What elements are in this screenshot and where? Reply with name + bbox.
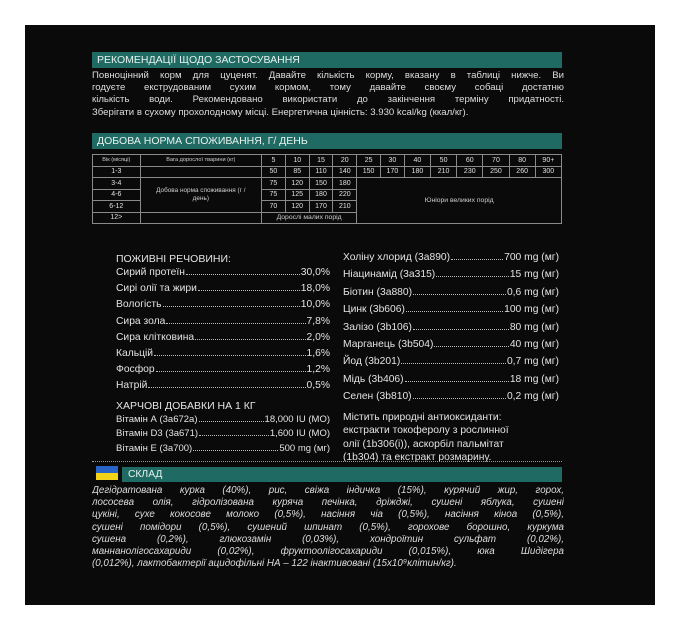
table-row	[93, 166, 562, 178]
age-cell: 3-4	[93, 178, 141, 190]
mineral-name: Біотин (3а880)	[343, 286, 413, 298]
nutrient-row	[116, 299, 330, 315]
value-cell: 140	[333, 166, 357, 178]
usage-line: годуєте екструдованим сухим кормом, тому давайте своєму собаці достатню	[92, 82, 564, 94]
additive-row	[116, 443, 330, 458]
mineral-value: 80 mg (мг)	[509, 321, 559, 333]
nutrient-row	[116, 283, 330, 299]
value-cell: 220	[333, 189, 357, 201]
value-cell: 150	[357, 166, 381, 178]
mineral-name: Цинк (3b606)	[343, 304, 405, 316]
value-cell: 210	[430, 166, 456, 178]
mineral-row	[343, 322, 559, 339]
nutrient-name: Кальцій	[116, 347, 154, 359]
age-cell: 6-12	[93, 201, 141, 213]
value-cell: 180	[404, 166, 430, 178]
nutrient-value: 1,2%	[306, 364, 330, 376]
composition-line: (0,012%), лактобактерії ацидофільні НА – 122 інактивовані (15x10⁹клітин/кг).	[92, 558, 457, 570]
nutrient-name: Вологість	[116, 299, 162, 311]
value-cell: 120	[285, 178, 309, 190]
value-cell: 180	[309, 189, 333, 201]
additive-value: 18,000 IU (МО)	[264, 413, 330, 425]
value-cell: 150	[309, 178, 333, 190]
value-cell: 85	[285, 166, 309, 178]
composition-line: маннанолігосахариди (0,02%), фруктоолігосахариди (0,015%), юка Шидігера	[92, 546, 564, 558]
antioxidants-line: екстракти токоферолу з рослинної	[343, 425, 509, 437]
nutrient-name: Натрій	[116, 380, 148, 392]
age-cell: 12>	[93, 212, 141, 224]
usage-line: кількість води. Рекомендовано використати до закінчення терміну придатності.	[92, 94, 564, 106]
nutrient-row	[116, 316, 330, 332]
mineral-name: Холіну хлорид (3а890)	[343, 252, 451, 263]
mineral-value: 18 mg (мг)	[509, 373, 559, 385]
age-cell: 1-3	[93, 166, 141, 178]
weight-cell: 50	[430, 155, 456, 167]
feeding-table	[92, 154, 562, 224]
norm-label-cell: Добова норма споживання (г / день)	[140, 178, 261, 213]
mineral-name: Селен (3b810)	[343, 391, 412, 403]
weight-cell: 20	[333, 155, 357, 167]
nutrients-heading: ПОЖИВНІ РЕЧОВИНИ:	[116, 253, 231, 265]
value-cell: 75	[262, 178, 286, 190]
weight-cell: 30	[381, 155, 405, 167]
juniors-note-cell: Юніори великих порід	[357, 178, 562, 224]
composition-text	[92, 485, 564, 570]
mineral-value: 40 mg (мг)	[509, 338, 559, 350]
additive-name: Вітамін А (3а672а)	[116, 413, 198, 425]
weight-cell: 10	[285, 155, 309, 167]
mineral-row	[343, 304, 559, 321]
value-cell: 250	[483, 166, 509, 178]
table-header-row	[93, 155, 562, 167]
antioxidants-line: олії (1b306(i)), аскорбіл пальмітат	[343, 438, 504, 450]
value-cell: 230	[457, 166, 483, 178]
nutrient-row	[116, 348, 330, 364]
weight-cell: 15	[309, 155, 333, 167]
value-cell: 180	[333, 178, 357, 190]
weight-cell: 70	[483, 155, 509, 167]
minerals-block	[343, 252, 559, 465]
mineral-value: 700 mg (мг)	[504, 252, 559, 263]
value-cell: 170	[309, 201, 333, 213]
nutrient-value: 7,8%	[306, 315, 330, 327]
value-cell: 170	[381, 166, 405, 178]
value-cell: 125	[285, 189, 309, 201]
additives-heading: ХАРЧОВІ ДОБАВКИ НА 1 КГ	[116, 399, 256, 412]
value-cell: 120	[285, 201, 309, 213]
table-row	[93, 178, 562, 190]
flag-blue-stripe	[96, 466, 118, 473]
nutrient-row	[116, 380, 330, 396]
ukraine-flag-icon	[96, 466, 118, 480]
usage-line: Повноцінний корм для цуценят. Давайте кількість корму, вказану в таблиці нижче. Ви	[92, 70, 564, 81]
additive-value: 1,600 IU (МО)	[269, 428, 330, 439]
value-cell: 300	[535, 166, 561, 178]
additive-value: 500 mg (мг)	[279, 442, 330, 454]
weight-cell: 25	[357, 155, 381, 167]
nutrient-value: 18,0%	[300, 283, 330, 295]
mineral-value: 100 mg (мг)	[504, 304, 559, 316]
mineral-row	[343, 356, 559, 373]
mineral-name: Йод (3b201)	[343, 356, 401, 368]
mineral-row	[343, 287, 559, 304]
composition-line: лососева олія, гідролізована куряча печінка, дріжджі, сушені яблука, сушені	[92, 497, 564, 509]
value-cell: 260	[509, 166, 535, 178]
nutrient-value: 1,6%	[306, 347, 330, 359]
nutrient-name: Сирий протеїн	[116, 267, 185, 278]
composition-title: СКЛАД	[128, 469, 163, 480]
usage-line: Зберігати в сухому прохолодному місці. Енергетична цінність: 3.930 kcal/kg (ккал/кг).	[92, 106, 469, 118]
usage-title-bar	[92, 52, 562, 68]
empty-cell	[140, 166, 261, 178]
nutrient-row	[116, 332, 330, 348]
mineral-name: Мідь (3b406)	[343, 373, 404, 385]
mineral-name: Ніацинамід (3а315)	[343, 269, 436, 281]
usage-text	[92, 70, 564, 119]
composition-line: сушені помідори (0,5%), сушений шпинат (0,5%), горохове борошно, куркума	[92, 521, 564, 533]
empty-cell	[140, 212, 261, 224]
antioxidants-line: (1b304) та екстракт розмарину.	[343, 452, 492, 464]
mineral-value: 0,7 mg (мг)	[506, 356, 559, 368]
nutrient-row	[116, 267, 330, 283]
weight-cell: 5	[262, 155, 286, 167]
additive-row	[116, 428, 330, 443]
mineral-row	[343, 391, 559, 408]
weight-cell: 90+	[535, 155, 561, 167]
value-cell: 50	[262, 166, 286, 178]
mineral-row	[343, 252, 559, 269]
section-divider	[92, 461, 562, 462]
composition-line: Дегідратована курка (40%), рис, свіжа індичка (15%), курячий жир, горох,	[92, 485, 564, 496]
daily-norm-title: ДОБОВА НОРМА СПОЖИВАННЯ, Г/ ДЕНЬ	[97, 135, 308, 147]
mineral-value: 15 mg (мг)	[509, 269, 559, 281]
additive-row	[116, 414, 330, 429]
nutrient-name: Сира клітковина	[116, 331, 195, 343]
antioxidants-note	[343, 411, 559, 465]
additive-name: Вітамін D3 (3а671)	[116, 428, 199, 439]
additive-name: Вітамін Е (3а700)	[116, 442, 193, 454]
daily-norm-title-bar	[92, 133, 562, 149]
nutrient-value: 0,5%	[306, 380, 330, 392]
usage-title: РЕКОМЕНДАЦІЇ ЩОДО ЗАСТОСУВАННЯ	[97, 54, 300, 66]
value-cell: 110	[309, 166, 333, 178]
weight-header: Вага дорослої тварини (кг)	[140, 155, 261, 167]
mineral-row	[343, 339, 559, 356]
nutrient-row	[116, 364, 330, 380]
weight-cell: 80	[509, 155, 535, 167]
nutrient-value: 10,0%	[300, 299, 330, 311]
adults-note-cell: Дорослі малих порід	[262, 212, 357, 224]
age-header: Вік (місяці)	[93, 155, 141, 167]
nutrients-block	[116, 251, 330, 457]
age-cell: 4-6	[93, 189, 141, 201]
mineral-value: 0,6 mg (мг)	[506, 286, 559, 298]
nutrient-value: 2,0%	[306, 331, 330, 343]
flag-yellow-stripe	[96, 473, 118, 480]
value-cell: 70	[262, 201, 286, 213]
nutrient-name: Сира зола	[116, 315, 166, 327]
nutrient-name: Фосфор	[116, 364, 155, 376]
nutrient-value: 30,0%	[300, 267, 330, 278]
mineral-name: Марганець (3b504)	[343, 338, 434, 350]
weight-cell: 60	[457, 155, 483, 167]
nutrient-name: Сирі олії та жири	[116, 283, 197, 295]
mineral-name: Залізо (3b106)	[343, 321, 412, 333]
mineral-row	[343, 374, 559, 391]
composition-line: цукіні, сухе кокосове молоко (0,5%), насіння чіа (0,5%), насіння кіноа (0,5%),	[92, 509, 564, 521]
value-cell: 75	[262, 189, 286, 201]
composition-title-bar	[122, 467, 562, 482]
mineral-value: 0,2 mg (мг)	[506, 391, 559, 403]
weight-cell: 40	[404, 155, 430, 167]
antioxidants-line: Містить природні антиоксиданти:	[343, 411, 502, 423]
composition-line: сушена (0,2%), глюкозамін (0,03%), хондроїтин сульфат (0,02%),	[92, 533, 564, 545]
value-cell: 210	[333, 201, 357, 213]
mineral-row	[343, 269, 559, 286]
